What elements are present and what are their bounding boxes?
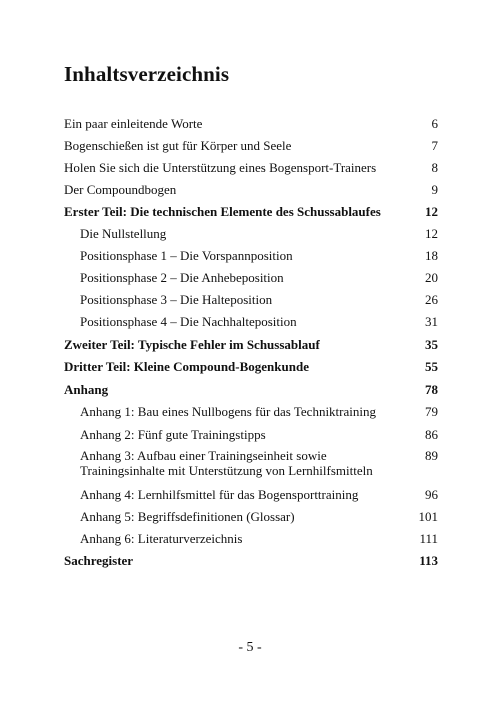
toc-entry-page: 35 (425, 337, 438, 352)
toc-entry-page: 96 (425, 487, 438, 502)
toc-entry-label: Der Compoundbogen (64, 182, 177, 197)
toc-entry-page: 8 (431, 160, 438, 175)
toc-entry-page: 12 (425, 226, 438, 241)
toc-entry-page: 12 (425, 204, 438, 219)
toc-entry-label: Sachregister (64, 553, 134, 568)
toc-entry-page: 31 (425, 314, 438, 329)
toc-entry-page: 113 (419, 553, 438, 568)
toc-entry-page: 79 (425, 404, 438, 419)
toc-entry-page: 18 (425, 248, 438, 263)
toc-entry-page: 9 (431, 182, 438, 197)
toc-entry-page: 86 (425, 427, 438, 442)
toc-entry-label: Anhang (64, 382, 109, 397)
toc-entry-label: Dritter Teil: Kleine Compound-Bogenkunde (64, 359, 309, 374)
toc-entry-page: 55 (425, 359, 438, 374)
toc-entry-page: 26 (425, 292, 438, 307)
toc-entry-label: Anhang 1: Bau eines Nullbogens für das Techniktraining (80, 404, 376, 419)
toc-entry-page: 89 (425, 448, 438, 463)
toc-entry-page: 6 (431, 116, 438, 131)
toc-entry-label: Anhang 4: Lernhilfsmittel für das Bogensporttraining (80, 487, 359, 502)
toc-entry-label: Positionsphase 4 – Die Nachhalteposition (80, 314, 297, 329)
toc-entry-label: Anhang 3: Aufbau einer Trainingseinheit sowie Trainingsinhalte mit Unterstützung von Lernhilfsmitteln (80, 448, 373, 478)
toc-entry-page: 78 (425, 382, 438, 397)
toc-entry-label: Ein paar einleitende Worte (64, 116, 203, 131)
toc-entry-label: Positionsphase 2 – Die Anhebeposition (80, 270, 284, 285)
toc-entry-label: Erster Teil: Die technischen Elemente des Schussablaufes (64, 204, 381, 219)
toc-entry-label: Bogenschießen ist gut für Körper und Seele (64, 138, 292, 153)
toc-entry-page: 101 (418, 509, 438, 524)
toc-entry-label: Holen Sie sich die Unterstützung eines Bogensport-Trainers (64, 160, 377, 175)
page-number: - 5 - (238, 640, 262, 655)
toc-entry-label: Die Nullstellung (80, 226, 167, 241)
toc-entry-label: Anhang 6: Literaturverzeichnis (80, 531, 243, 546)
toc-entry-label: Zweiter Teil: Typische Fehler im Schussablauf (64, 337, 320, 352)
toc-entry-label: Positionsphase 3 – Die Halteposition (80, 292, 273, 307)
toc-entry-label: Positionsphase 1 – Die Vorspannposition (80, 248, 293, 263)
toc-entry-label: Anhang 5: Begriffsdefinitionen (Glossar) (80, 509, 295, 524)
toc-title: Inhaltsverzeichnis (64, 62, 230, 86)
toc-entry-page: 20 (425, 270, 438, 285)
toc-entry-page: 111 (419, 531, 438, 546)
toc-entry-page: 7 (431, 138, 438, 153)
toc-entry-label: Anhang 2: Fünf gute Trainingstipps (80, 427, 266, 442)
